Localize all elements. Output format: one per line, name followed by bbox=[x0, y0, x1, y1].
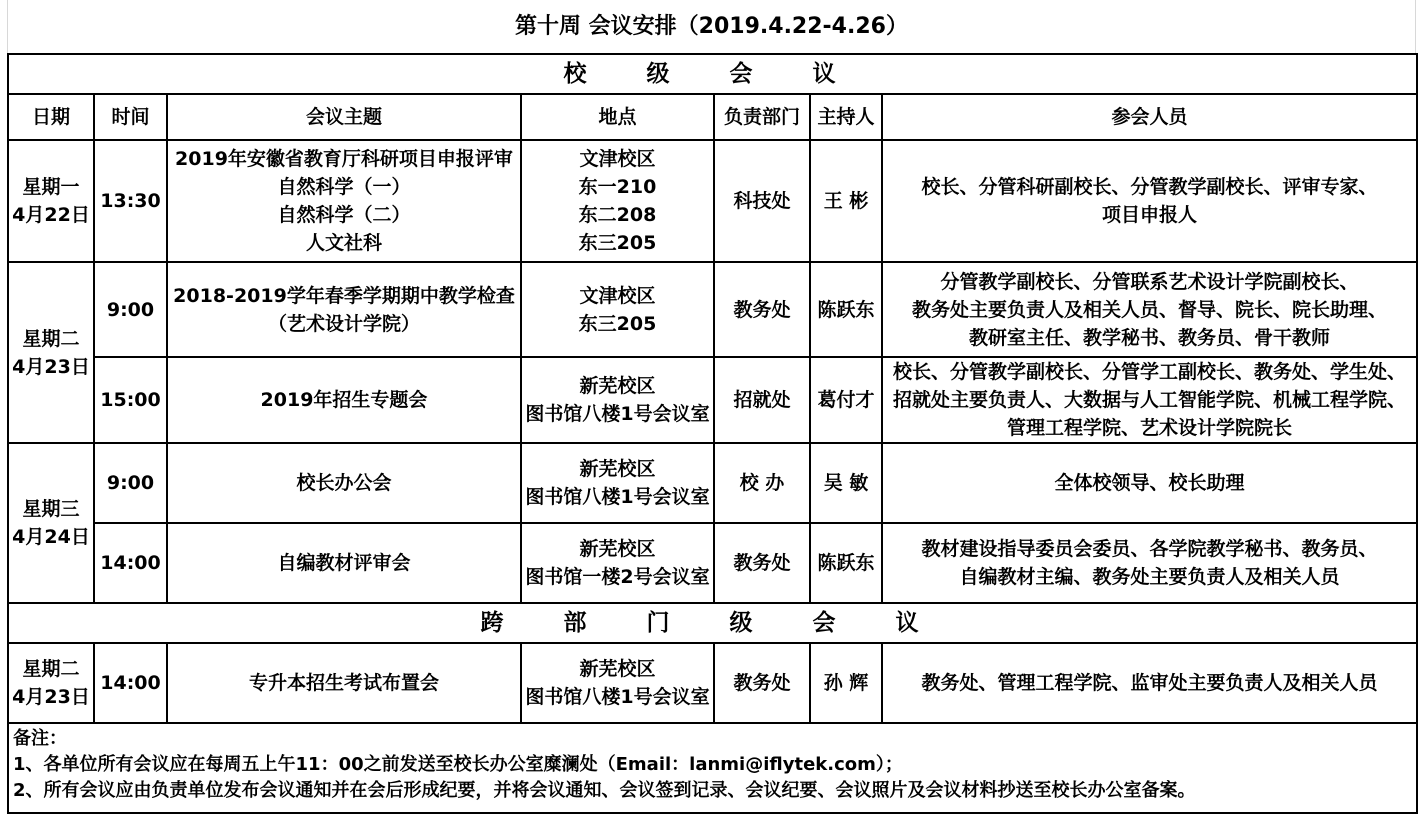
topic-cell: 专升本招生考试布置会 bbox=[167, 643, 521, 723]
time-cell: 15:00 bbox=[94, 357, 167, 443]
date: 4月22日 bbox=[12, 204, 90, 226]
location-line: 图书馆一楼2号会议室 bbox=[525, 566, 710, 588]
attendees-line: 校长、分管科研副校长、分管教学副校长、评审专家、 bbox=[921, 176, 1378, 198]
attendees-cell bbox=[882, 140, 1417, 262]
attendees-line: 自编教材主编、教务处主要负责人及相关人员 bbox=[959, 566, 1340, 588]
date-cell bbox=[8, 262, 94, 443]
topic-cell: 校长办公会 bbox=[167, 443, 521, 523]
topic-line: 人文社科 bbox=[305, 232, 382, 254]
topic-cell: 自编教材评审会 bbox=[167, 523, 521, 603]
host-cell: 王 彬 bbox=[810, 140, 882, 262]
attendees-line: 项目申报人 bbox=[1102, 204, 1198, 226]
dept-cell: 招就处 bbox=[714, 357, 810, 443]
location-line: 东一210 bbox=[578, 176, 657, 198]
attendees-line: 教务处主要负责人及相关人员、督导、院长、院长助理、 bbox=[912, 298, 1388, 321]
host-cell: 吴 敏 bbox=[810, 443, 882, 523]
table-row bbox=[8, 357, 1417, 443]
location-line: 东三205 bbox=[578, 312, 657, 335]
notes-row bbox=[8, 723, 1417, 813]
note-item: 1、各单位所有会议应在每周五上午11：00之前发送至校长办公室糜澜处（Email：lanmi@iflytek.com）； bbox=[13, 754, 903, 775]
notes-cell bbox=[8, 723, 1417, 813]
weekday: 星期二 bbox=[22, 327, 80, 350]
note-item: 2、所有会议应由负责单位发布会议通知并在会后形成纪要，并将会议通知、会议签到记录、会议纪要、会议照片及会议材料抄送至校长办公室备案。 bbox=[13, 780, 1196, 801]
location-cell bbox=[521, 357, 714, 443]
attendees-line: 教材建设指导委员会委员、各学院教学秘书、教务员、 bbox=[921, 538, 1378, 560]
weekday: 星期一 bbox=[22, 176, 80, 198]
table-row bbox=[8, 523, 1417, 603]
column-header-attendees: 参会人员 bbox=[882, 94, 1417, 140]
attendees-line: 校长、分管教学副校长、分管学工副校长、教务处、学生处、 bbox=[893, 361, 1407, 383]
table-row bbox=[8, 140, 1417, 262]
time-cell: 14:00 bbox=[94, 523, 167, 603]
topic-line: （艺术设计学院） bbox=[267, 312, 420, 335]
location-cell bbox=[521, 140, 714, 262]
time-cell: 9:00 bbox=[94, 262, 167, 357]
location-line: 图书馆八楼1号会议室 bbox=[525, 486, 710, 508]
attendees-cell: 全体校领导、校长助理 bbox=[882, 443, 1417, 523]
location-line: 文津校区 bbox=[579, 284, 656, 307]
location-line: 文津校区 bbox=[579, 148, 656, 170]
location-cell bbox=[521, 262, 714, 357]
location-cell bbox=[521, 443, 714, 523]
attendees-line: 管理工程学院、艺术设计学院院长 bbox=[1007, 417, 1293, 439]
attendees-cell bbox=[882, 357, 1417, 443]
weekday: 星期二 bbox=[22, 658, 80, 680]
host-cell: 陈跃东 bbox=[810, 262, 882, 357]
attendees-cell: 教务处、管理工程学院、监审处主要负责人及相关人员 bbox=[882, 643, 1417, 723]
dept-cell: 教务处 bbox=[714, 643, 810, 723]
dept-cell: 教务处 bbox=[714, 262, 810, 357]
attendees-cell bbox=[882, 262, 1417, 357]
attendees-cell bbox=[882, 523, 1417, 603]
topic-line: 2019年安徽省教育厅科研项目申报评审 bbox=[175, 148, 513, 170]
column-header-topic: 会议主题 bbox=[167, 94, 521, 140]
weekday: 星期三 bbox=[22, 498, 80, 520]
topic-line: 自然科学（二） bbox=[277, 204, 411, 226]
section-row-cross bbox=[8, 603, 1417, 643]
time-cell: 13:30 bbox=[94, 140, 167, 262]
location-line: 图书馆八楼1号会议室 bbox=[525, 686, 710, 708]
column-header-host: 主持人 bbox=[810, 94, 882, 140]
date-cell bbox=[8, 140, 94, 262]
section-row-school bbox=[8, 54, 1417, 94]
column-header-dept: 负责部门 bbox=[714, 94, 810, 140]
column-header-date: 日期 bbox=[8, 94, 94, 140]
date-cell bbox=[8, 443, 94, 603]
section-title-cross: 跨 部 门 级 会 议 bbox=[8, 603, 1417, 643]
attendees-line: 招就处主要负责人、大数据与人工智能学院、机械工程学院、 bbox=[893, 389, 1407, 411]
meeting-schedule-table bbox=[7, 53, 1418, 814]
page-title: 第十周 会议安排（2019.4.22-4.26） bbox=[515, 14, 908, 39]
date: 4月23日 bbox=[12, 355, 90, 378]
date: 4月24日 bbox=[12, 526, 90, 548]
attendees-line: 教研室主任、教学秘书、教务员、骨干教师 bbox=[969, 326, 1331, 349]
location-line: 图书馆八楼1号会议室 bbox=[525, 403, 710, 425]
location-line: 东三205 bbox=[578, 232, 657, 254]
topic-line: 自然科学（一） bbox=[277, 176, 411, 198]
topic-cell: 2019年招生专题会 bbox=[167, 357, 521, 443]
host-cell: 葛付才 bbox=[810, 357, 882, 443]
dept-cell: 科技处 bbox=[714, 140, 810, 262]
dept-cell: 校 办 bbox=[714, 443, 810, 523]
column-header-time: 时间 bbox=[94, 94, 167, 140]
section-title-school: 校 级 会 议 bbox=[8, 54, 1417, 94]
topic-cell bbox=[167, 262, 521, 357]
location-line: 新芜校区 bbox=[579, 658, 656, 680]
location-line: 新芜校区 bbox=[579, 458, 656, 480]
location-line: 东二208 bbox=[578, 204, 657, 226]
topic-cell bbox=[167, 140, 521, 262]
host-cell: 陈跃东 bbox=[810, 523, 882, 603]
column-header-location: 地点 bbox=[521, 94, 714, 140]
location-cell bbox=[521, 523, 714, 603]
dept-cell: 教务处 bbox=[714, 523, 810, 603]
location-cell bbox=[521, 643, 714, 723]
table-row bbox=[8, 443, 1417, 523]
location-line: 新芜校区 bbox=[579, 538, 656, 560]
attendees-line: 分管教学副校长、分管联系艺术设计学院副校长、 bbox=[940, 270, 1359, 293]
host-cell: 孙 辉 bbox=[810, 643, 882, 723]
table-header-row bbox=[8, 94, 1417, 140]
date: 4月23日 bbox=[12, 686, 90, 708]
table-row bbox=[8, 262, 1417, 357]
date-cell bbox=[8, 643, 94, 723]
notes-heading: 备注： bbox=[13, 728, 67, 749]
location-line: 新芜校区 bbox=[579, 375, 656, 397]
time-cell: 9:00 bbox=[94, 443, 167, 523]
table-row bbox=[8, 643, 1417, 723]
topic-line: 2018-2019学年春季学期期中教学检查 bbox=[173, 284, 515, 307]
time-cell: 14:00 bbox=[94, 643, 167, 723]
